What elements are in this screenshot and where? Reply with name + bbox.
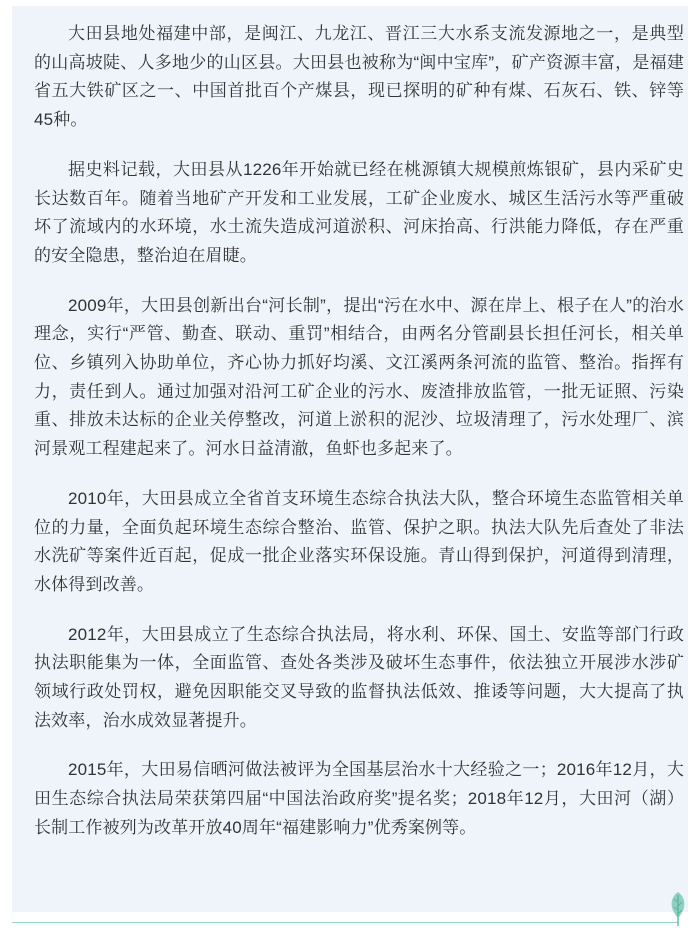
article-paragraph: 据史料记载，大田县从1226年开始就已经在桃源镇大规模煎炼银矿，县内采矿史长达数百年。随着当地矿产开发和工业发展，工矿企业废水、城区生活污水等严重破坏了流域内的水环境，水土流失造成河道淤积、河床抬高、行洪能力降低，存在严重的安全隐患，整治迫在眉睫。 [34,159,684,265]
bottom-divider [12,922,678,923]
article-paragraph: 2010年，大田县成立全省首支环境生态综合执法大队，整合环境生态监管相关单位的力量，全面负起环境生态综合整治、监管、保护之职。执法大队先后查处了非法水洗矿等案件近百起，促成一批企业落实环保设施。青山得到保护，河道得到清理，水体得到改善。 [34,488,684,594]
article-paragraph: 大田县地处福建中部，是闽江、九龙江、晋江三大水系支流发源地之一，是典型的山高坡陡、人多地少的山区县。大田县也被称为“闽中宝库”，矿产资源丰富，是福建省五大铁矿区之一、中国首批百个产煤县，现已探明的矿种有煤、石灰石、铁、锌等45种。 [34,24,684,130]
article-paragraph: 2015年，大田易信晒河做法被评为全国基层治水十大经验之一；2016年12月，大田生态综合执法局荣获第四届“中国法治政府奖”提名奖；2018年12月，大田河（湖）长制工作被列为改革开放40周年“福建影响力”优秀案例等。 [34,760,684,837]
article-body [12,6,688,912]
leaf-icon [667,890,689,928]
article-paragraph: 2012年，大田县成立了生态综合执法局，将水利、环保、国土、安监等部门行政执法职能集为一体，全面监管、查处各类涉及破坏生态事件，依法独立开展涉水涉矿领域行政处罚权，避免因职能交叉导致的监督执法低效、推诿等问题，大大提高了执法效率，治水成效显著提升。 [34,624,684,730]
article-paragraph: 2009年，大田县创新出台“河长制”，提出“污在水中、源在岸上、根子在人”的治水理念，实行“严管、勤查、联动、重罚”相结合，由两名分管副县长担任河长，相关单位、乡镇列入协助单位，齐心协力抓好均溪、文江溪两条河流的监管、整治。指挥有力，责任到人。通过加强对沿河工矿企业的污水、废渣排放监管，一批无证照、污染重、排放未达标的企业关停整改，河道上淤积的泥沙、垃圾清理了，污水处理厂、滨河景观工程建起来了。河水日益清澈，鱼虾也多起来了。 [34,295,684,459]
